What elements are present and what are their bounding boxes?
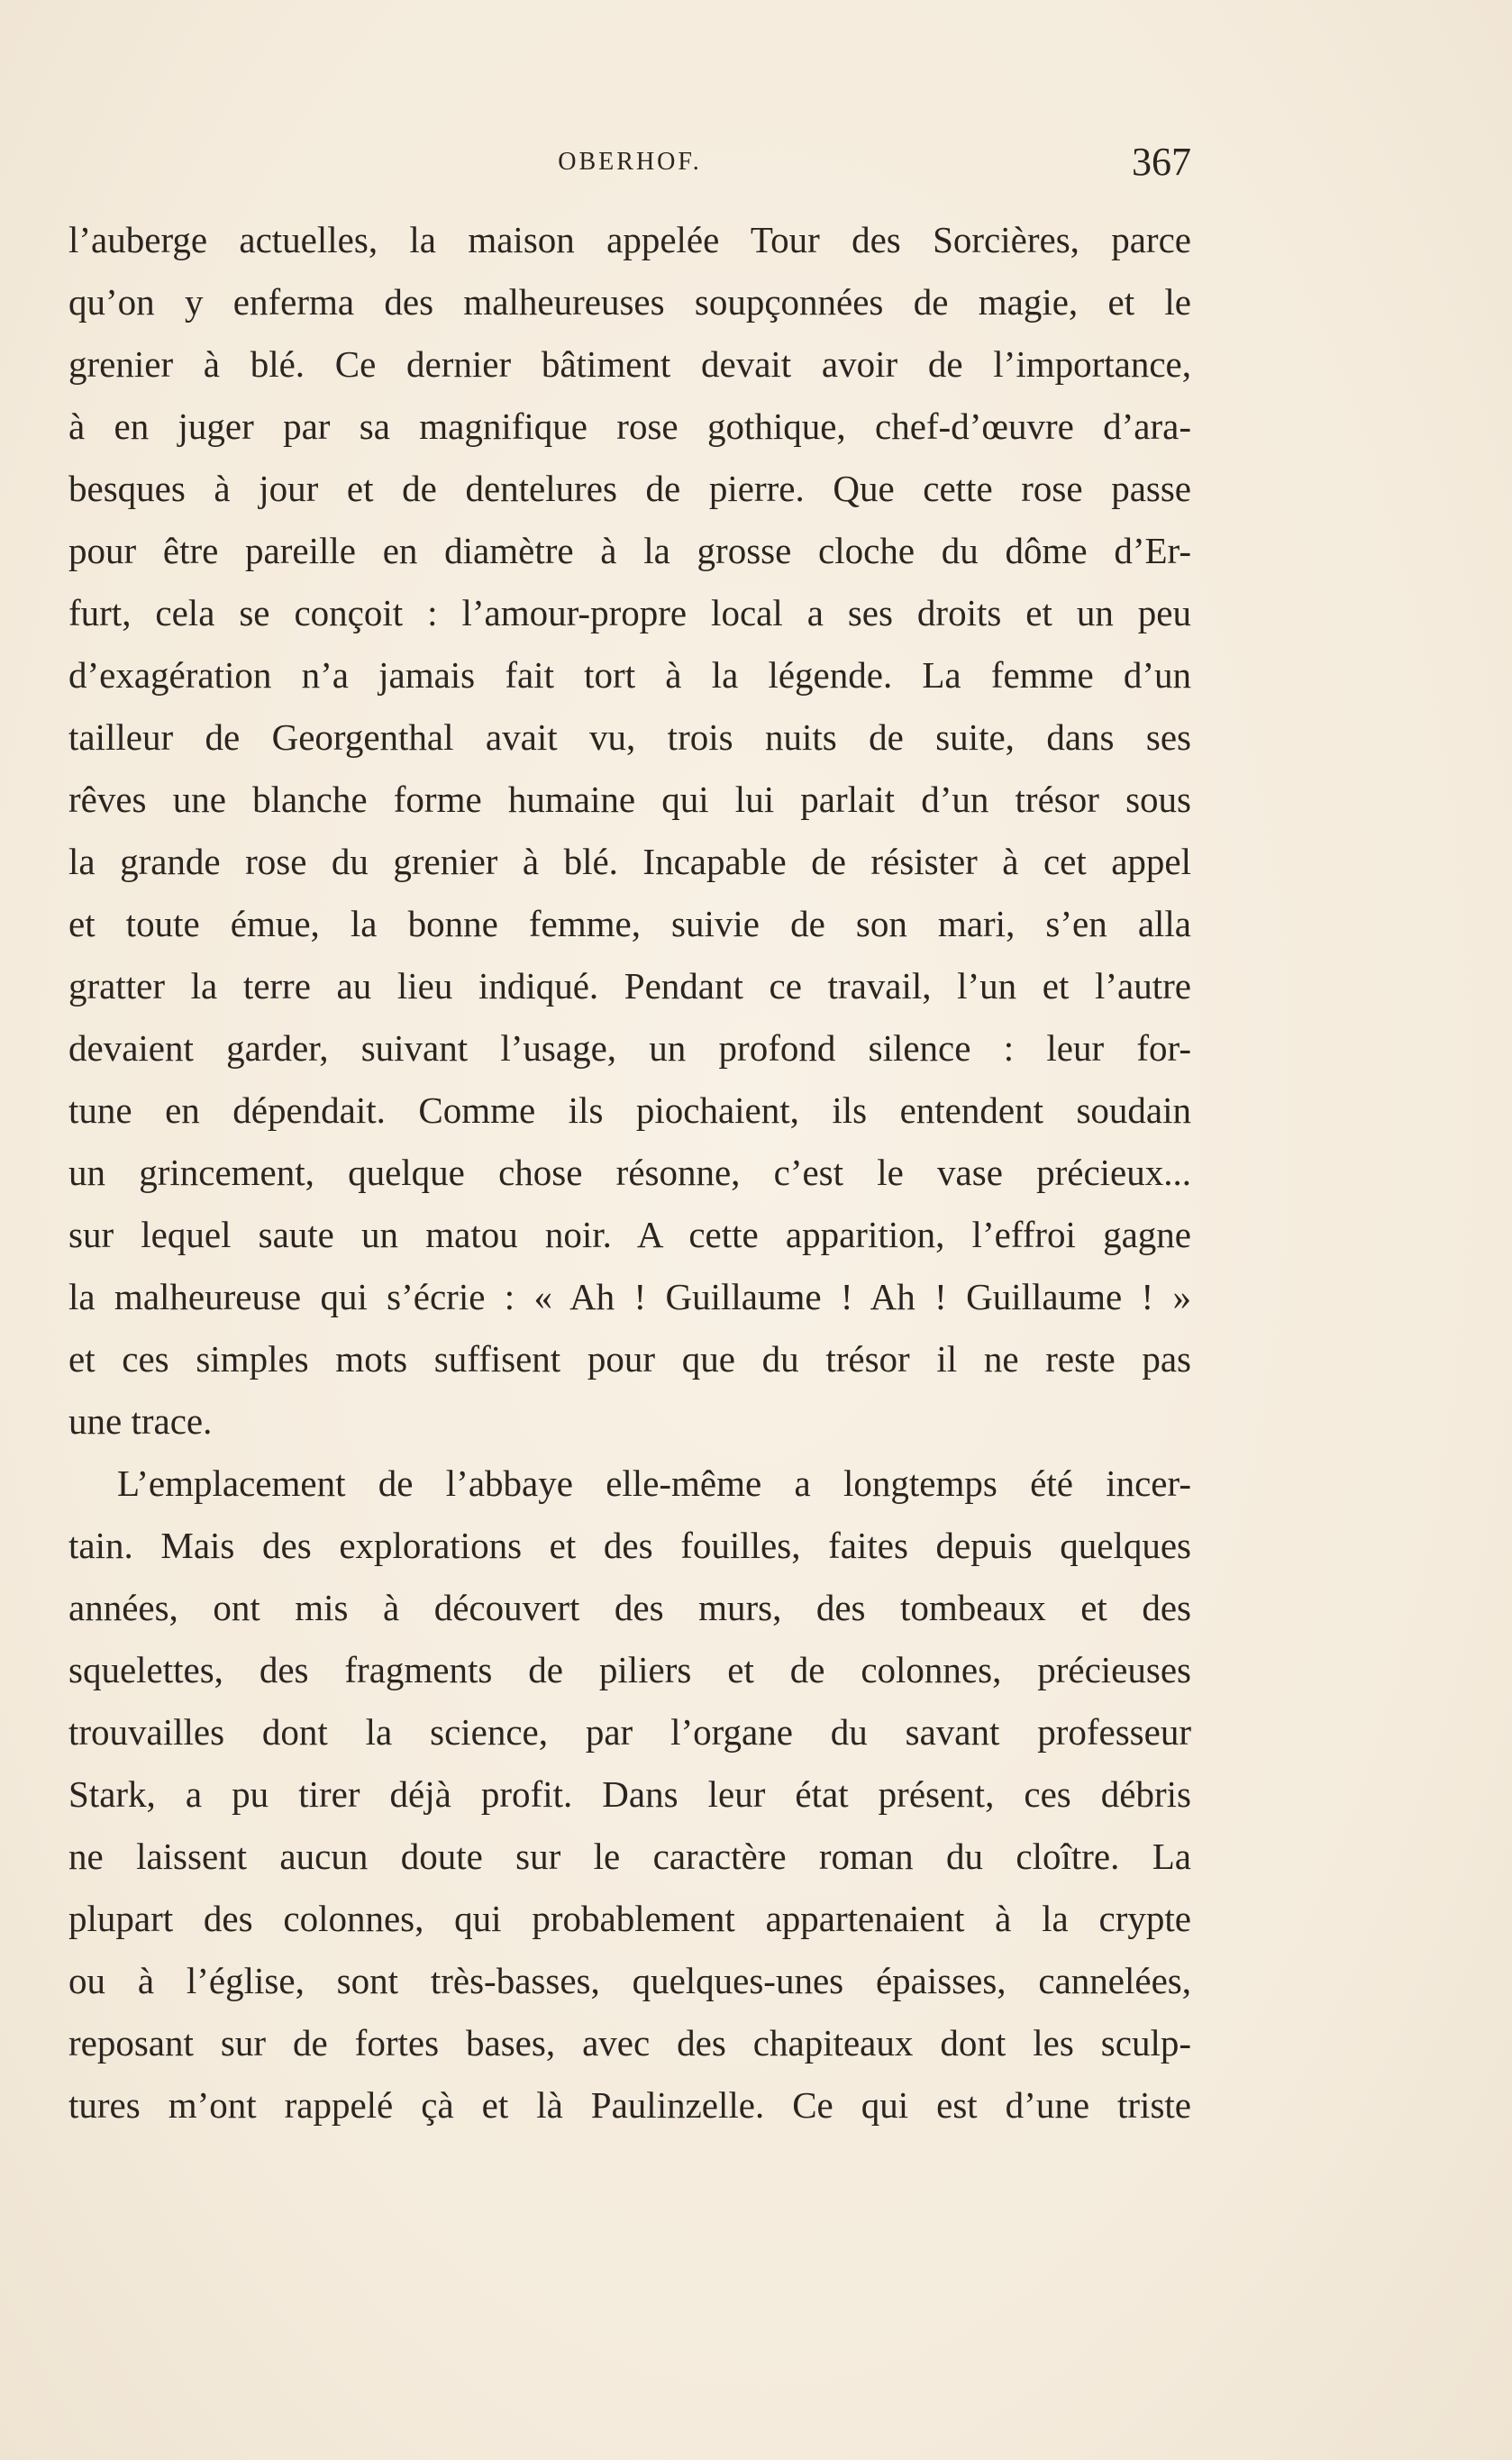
- text-line: tune en dépendait. Comme ils piochaient, ils entendent soudain: [68, 1089, 1191, 1131]
- text-line: reposant sur de fortes bases, avec des chapiteaux dont les sculp-: [68, 2022, 1191, 2064]
- text-line: ou à l’église, sont très-basses, quelques-unes épaisses, cannelées,: [68, 1960, 1191, 2001]
- text-line: Stark, a pu tirer déjà profit. Dans leur état présent, ces débris: [68, 1773, 1191, 1815]
- text-line: furt, cela se conçoit : l’amour-propre local a ses droits et un peu: [68, 592, 1191, 633]
- text-line: gratter la terre au lieu indiqué. Pendant ce travail, l’un et l’autre: [68, 965, 1191, 1007]
- page-header: [68, 135, 1191, 189]
- text-line: un grincement, quelque chose résonne, c’est le vase précieux...: [68, 1152, 1191, 1193]
- text-line: ne laissent aucun doute sur le caractère roman du cloître. La: [68, 1836, 1191, 1877]
- text-line: tures m’ont rappelé çà et là Paulinzelle. Ce qui est d’une triste: [68, 2084, 1191, 2126]
- text-line: devaient garder, suivant l’usage, un profond silence : leur for-: [68, 1027, 1191, 1069]
- text-line: la malheureuse qui s’écrie : « Ah ! Guillaume ! Ah ! Guillaume ! »: [68, 1276, 1191, 1317]
- text-line: et toute émue, la bonne femme, suivie de son mari, s’en alla: [68, 903, 1191, 944]
- page-number: 367: [1132, 140, 1191, 184]
- text-line: tailleur de Georgenthal avait vu, trois nuits de suite, dans ses: [68, 716, 1191, 758]
- text-line: tain. Mais des explorations et des fouilles, faites depuis quelques: [68, 1525, 1191, 1566]
- text-line: pour être pareille en diamètre à la grosse cloche du dôme d’Er-: [68, 530, 1191, 571]
- body-text: [68, 209, 1191, 2137]
- text-line: plupart des colonnes, qui probablement appartenaient à la crypte: [68, 1898, 1191, 1939]
- text-line: et ces simples mots suffisent pour que du trésor il ne reste pas: [68, 1338, 1191, 1380]
- text-line: squelettes, des fragments de piliers et de colonnes, précieuses: [68, 1649, 1191, 1690]
- text-line: d’exagération n’a jamais fait tort à la légende. La femme d’un: [68, 654, 1191, 696]
- running-head: OBERHOF.: [558, 148, 702, 176]
- text-line: grenier à blé. Ce dernier bâtiment devait avoir de l’importance,: [68, 343, 1191, 385]
- text-line: l’auberge actuelles, la maison appelée Tour des Sorcières, parce: [68, 219, 1191, 260]
- text-line: à en juger par sa magnifique rose gothique, chef-d’œuvre d’ara-: [68, 405, 1191, 447]
- text-line: L’emplacement de l’abbaye elle-même a longtemps été incer-: [117, 1462, 1191, 1504]
- text-line: sur lequel saute un matou noir. A cette apparition, l’effroi gagne: [68, 1214, 1191, 1255]
- text-line: besques à jour et de dentelures de pierre. Que cette rose passe: [68, 468, 1191, 509]
- text-line: années, ont mis à découvert des murs, des tombeaux et des: [68, 1587, 1191, 1628]
- paragraph-1: [68, 209, 1191, 1453]
- text-line: trouvailles dont la science, par l’organe du savant professeur: [68, 1711, 1191, 1753]
- text-line: la grande rose du grenier à blé. Incapable de résister à cet appel: [68, 841, 1191, 882]
- paragraph-2: [68, 1453, 1191, 2137]
- text-line: rêves une blanche forme humaine qui lui parlait d’un trésor sous: [68, 779, 1191, 820]
- text-line: une trace.: [68, 1400, 213, 1442]
- text-line: qu’on y enferma des malheureuses soupçonnées de magie, et le: [68, 281, 1191, 323]
